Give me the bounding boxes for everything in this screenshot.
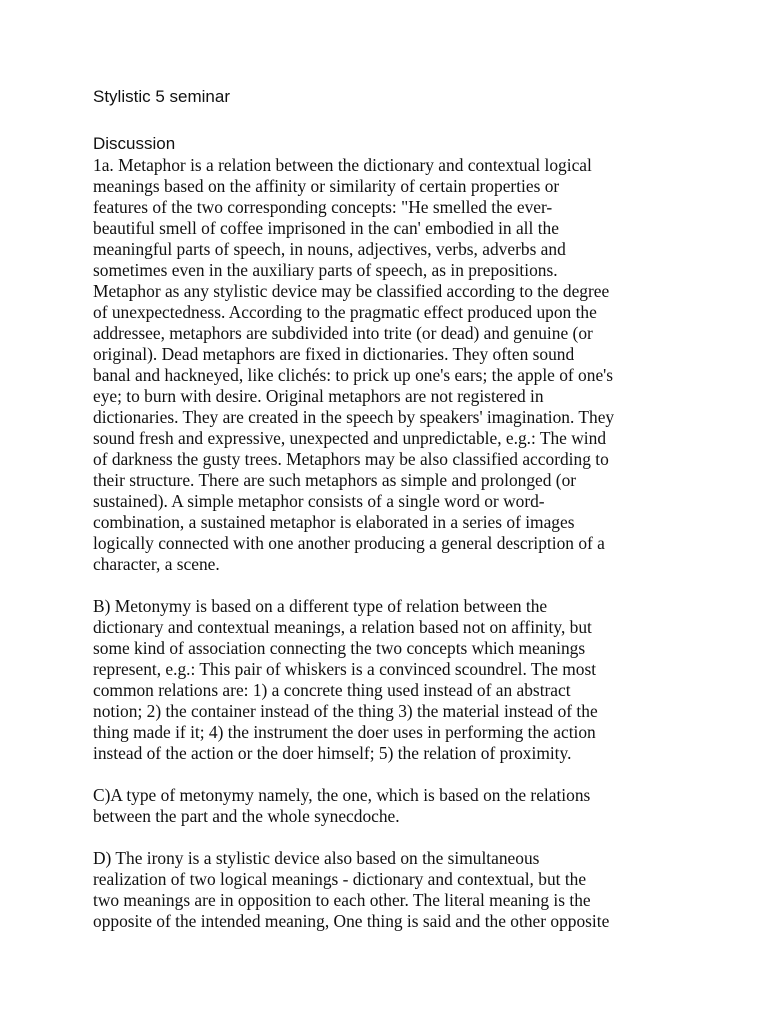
text-line: represent, e.g.: This pair of whiskers is a convinced scoundrel. The most	[93, 659, 597, 679]
text-line: eye; to burn with desire. Original metaphors are not registered in	[93, 386, 544, 406]
text-line: sometimes even in the auxiliary parts of speech, as in prepositions.	[93, 260, 558, 280]
text-line: instead of the action or the doer himself; 5) the relation of proximity.	[93, 743, 572, 763]
paragraph	[93, 596, 693, 764]
text-line: realization of two logical meanings - dictionary and contextual, but the	[93, 869, 587, 889]
text-line: D) The irony is a stylistic device also based on the simultaneous	[93, 848, 540, 868]
text-line: meanings based on the affinity or similarity of certain properties or	[93, 176, 560, 196]
text-line: sound fresh and expressive, unexpected and unpredictable, e.g.: The wind	[93, 428, 607, 448]
text-line: sustained). A simple metaphor consists of a single word or word-	[93, 491, 545, 511]
section-heading: Discussion	[93, 134, 176, 153]
text-line: combination, a sustained metaphor is elaborated in a series of images	[93, 512, 575, 532]
text-line: thing made if it; 4) the instrument the doer uses in performing the action	[93, 722, 596, 742]
paragraph	[93, 785, 693, 827]
text-line: notion; 2) the container instead of the thing 3) the material instead of the	[93, 701, 598, 721]
text-line: dictionaries. They are created in the speech by speakers' imagination. They	[93, 407, 615, 427]
document-page	[93, 86, 693, 932]
text-line: meaningful parts of speech, in nouns, adjectives, verbs, adverbs and	[93, 239, 566, 259]
text-line: two meanings are in opposition to each other. The literal meaning is the	[93, 890, 591, 910]
text-line: 1a. Metaphor is a relation between the dictionary and contextual logical	[93, 155, 592, 175]
text-line: B) Metonymy is based on a different type of relation between the	[93, 596, 548, 616]
text-line: original). Dead metaphors are fixed in dictionaries. They often sound	[93, 344, 575, 364]
text-line: banal and hackneyed, like clichés: to prick up one's ears; the apple of one's	[93, 365, 614, 385]
text-line: some kind of association connecting the two concepts which meanings	[93, 638, 586, 658]
text-line: character, a scene.	[93, 554, 220, 574]
text-line: between the part and the whole synecdoche.	[93, 806, 400, 826]
text-line: opposite of the intended meaning, One thing is said and the other opposite	[93, 911, 610, 931]
document-body	[93, 155, 693, 932]
text-line: of unexpectedness. According to the pragmatic effect produced upon the	[93, 302, 597, 322]
text-line: their structure. There are such metaphors as simple and prolonged (or	[93, 470, 577, 490]
text-line: Metaphor as any stylistic device may be classified according to the degree	[93, 281, 610, 301]
text-line: addressee, metaphors are subdivided into trite (or dead) and genuine (or	[93, 323, 593, 343]
text-line: common relations are: 1) a concrete thing used instead of an abstract	[93, 680, 571, 700]
paragraph	[93, 155, 693, 575]
document-title: Stylistic 5 seminar	[93, 87, 230, 106]
text-line: features of the two corresponding concepts: "He smelled the ever-	[93, 197, 553, 217]
text-line: dictionary and contextual meanings, a relation based not on affinity, but	[93, 617, 592, 637]
text-line: beautiful smell of coffee imprisoned in the can' embodied in all the	[93, 218, 559, 238]
text-line: logically connected with one another producing a general description of a	[93, 533, 605, 553]
paragraph	[93, 848, 693, 932]
text-line: C)A type of metonymy namely, the one, which is based on the relations	[93, 785, 591, 805]
text-line: of darkness the gusty trees. Metaphors may be also classified according to	[93, 449, 609, 469]
